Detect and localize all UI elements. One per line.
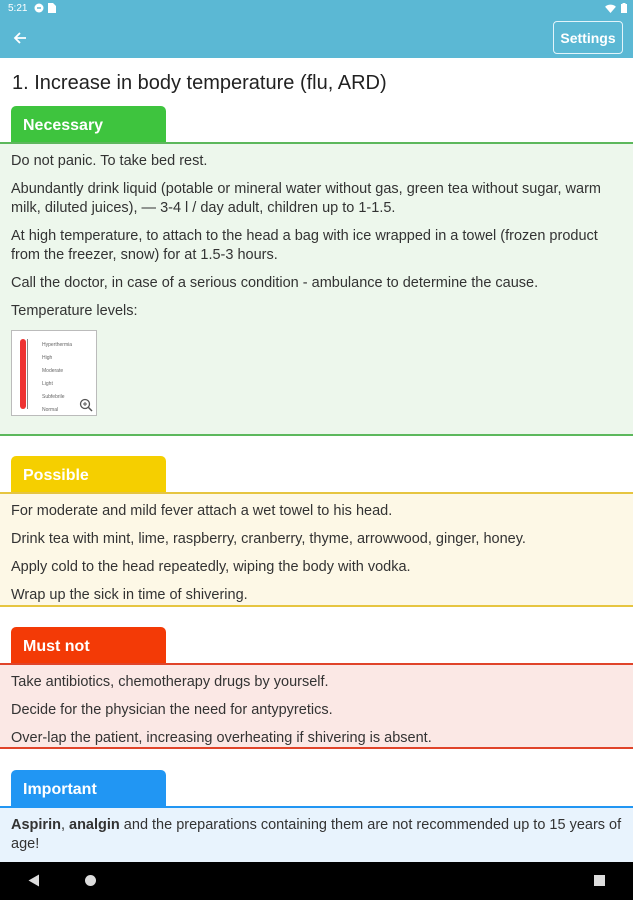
list-item: Aspirin, analgin and the preparations containing them are not recommended up to 15 years of age! [11, 817, 622, 852]
list-item: At high temperature, to attach to the head a bag with ice wrapped in a towel (frozen product from the freezer, snow) for at 1.5-3 hours. [11, 228, 598, 263]
thermometer-scale [27, 339, 37, 409]
nav-home-icon[interactable] [85, 875, 96, 886]
section-header-important: Important [11, 770, 166, 808]
list-item: Temperature levels: [11, 303, 138, 319]
list-item: Abundantly drink liquid (potable or mineral water without gas, green tea without sugar, warm milk, diluted juices), — 3-4 l / day adult, children up to 1-1.5. [11, 181, 601, 216]
temperature-level-labels: Hyperthermia High Moderate Light Subfebrile Normal [42, 342, 73, 413]
status-time: 5:21 [8, 3, 28, 14]
navigation-bar [0, 862, 633, 900]
list-item: For moderate and mild fever attach a wet towel to his head. [11, 503, 393, 519]
sim-card-icon [48, 3, 56, 13]
list-item: Take antibiotics, chemotherapy drugs by yourself. [11, 674, 329, 690]
content-scroll[interactable] [0, 58, 633, 862]
section-header-necessary: Necessary [11, 106, 166, 144]
zoom-icon [79, 398, 93, 412]
wifi-icon [605, 4, 616, 13]
system-icons [605, 3, 627, 13]
back-button[interactable] [8, 26, 32, 50]
section-body-must-not [0, 663, 633, 749]
list-item: Call the doctor, in case of a serious condition - ambulance to determine the cause. [11, 275, 539, 291]
thermometer-icon [20, 339, 26, 409]
section-body-necessary [0, 142, 633, 436]
page-title: 1. Increase in body temperature (flu, ARD) [12, 72, 387, 94]
list-item: Wrap up the sick in time of shivering. [11, 587, 248, 603]
section-body-possible [0, 492, 633, 607]
emphasis-text: Aspirin [11, 817, 61, 833]
arrow-left-icon [12, 30, 28, 46]
section-header-must-not: Must not [11, 627, 166, 665]
emphasis-text: analgin [69, 817, 120, 833]
notification-icons [34, 3, 56, 13]
settings-button[interactable]: Settings [553, 21, 623, 54]
list-item: Decide for the physician the need for antypyretics. [11, 702, 333, 718]
nav-back-icon[interactable] [28, 874, 40, 887]
app-notification-icon [34, 3, 44, 13]
list-item: Drink tea with mint, lime, raspberry, cranberry, thyme, arrowwood, ginger, honey. [11, 531, 526, 547]
nav-recents-icon[interactable] [594, 875, 605, 886]
section-body-important [0, 806, 633, 862]
battery-icon [621, 3, 627, 13]
list-item: Apply cold to the head repeatedly, wiping the body with vodka. [11, 559, 411, 575]
section-header-possible: Possible [11, 456, 166, 494]
list-item: Do not panic. To take bed rest. [11, 153, 208, 169]
list-item: Over-lap the patient, increasing overheating if shivering is absent. [11, 730, 432, 746]
temperature-levels-thumbnail[interactable] [11, 330, 97, 416]
app-bar [0, 18, 633, 58]
status-bar [0, 0, 633, 18]
